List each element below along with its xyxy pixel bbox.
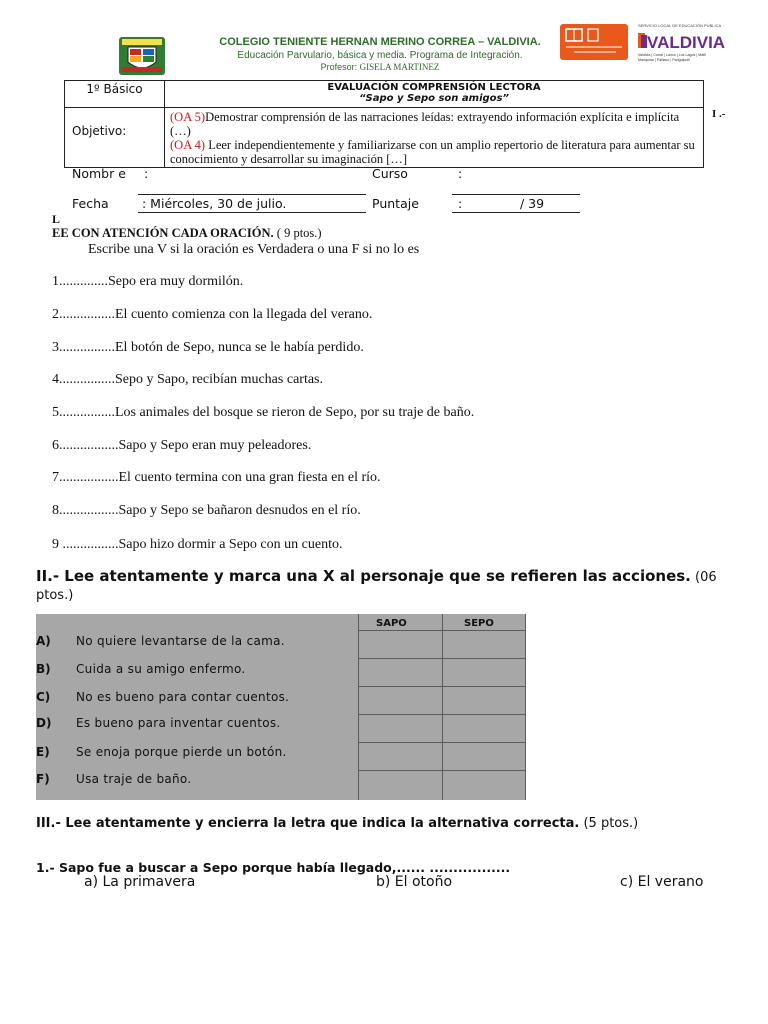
row-letter: B) xyxy=(36,662,51,676)
mark-cell-sepo[interactable] xyxy=(443,659,527,685)
school-name: COLEGIO TENIENTE HERNAN MERINO CORREA – VALDIVIA. xyxy=(219,36,541,48)
mark-cell-sapo[interactable] xyxy=(359,715,443,741)
objective-oa5 xyxy=(170,110,700,138)
row-letter: D) xyxy=(36,716,52,730)
column-header-sapo: SAPO xyxy=(376,618,407,629)
mark-cell-sepo[interactable] xyxy=(443,631,527,657)
professor-line xyxy=(150,62,610,72)
row-letter: F) xyxy=(36,772,50,786)
name-field[interactable] xyxy=(138,194,366,195)
row-action-text: Cuida a su amigo enfermo. xyxy=(76,662,246,676)
name-colon: : xyxy=(144,166,149,181)
row-letter: C) xyxy=(36,690,51,704)
name-label: Nombr e xyxy=(72,166,126,181)
school-subtitle: Educación Parvulario, básica y media. Programa de Integración. xyxy=(237,50,523,61)
valdivia-education-service-logo xyxy=(636,22,728,68)
section-one-initial-letter: L xyxy=(52,212,61,226)
date-value: : Miércoles, 30 de julio. xyxy=(142,196,287,211)
svg-text:Valdivia | Corral | Lanco | Lo: Valdivia | Corral | Lanco | Los Lagos | Máfil xyxy=(638,53,706,57)
objective-oa4 xyxy=(170,138,700,166)
section-one-instruction: Escribe una V si la oración es Verdadera o una F si no lo es xyxy=(88,242,420,257)
true-false-item[interactable]: 9 ................Sapo hizo dormir a Sepo con un cuento. xyxy=(52,537,343,552)
row-action-text: Se enoja porque pierde un botón. xyxy=(76,745,287,759)
option-a[interactable]: a) La primavera xyxy=(84,874,196,890)
true-false-item[interactable]: 6.................Sapo y Sepo eran muy peleadores. xyxy=(52,438,312,453)
section-two-heading-text: II.- Lee atentamente y marca una X al personaje que se refieren las acciones. xyxy=(36,567,691,585)
book-icon xyxy=(560,24,628,60)
row-action-text: No es bueno para contar cuentos. xyxy=(76,690,290,704)
course-colon: : xyxy=(458,166,463,181)
score-total: / 39 xyxy=(520,196,545,211)
true-false-item[interactable]: 5................Los animales del bosque se rieron de Sepo, por su traje de baño. xyxy=(52,405,475,420)
option-b[interactable]: b) El otoño xyxy=(376,874,453,890)
svg-text:Mariquina | Paillaco | Panguip: Mariquina | Paillaco | Panguipulli xyxy=(638,58,690,62)
mark-cell-sepo[interactable] xyxy=(443,687,527,713)
score-colon: : xyxy=(458,196,463,211)
evaluation-subtitle: “Sapo y Sepo son amigos” xyxy=(359,93,509,104)
section-three-heading-text: III.- Lee atentamente y encierra la letra que indica la alternativa correcta. xyxy=(36,816,580,831)
section-two-heading xyxy=(36,568,736,604)
mark-cell-sepo[interactable] xyxy=(443,715,527,741)
objective-label: Objetivo: xyxy=(72,124,127,138)
mark-cell-sapo[interactable] xyxy=(359,659,443,685)
mark-cell-sapo[interactable] xyxy=(359,687,443,713)
column-header-sepo: SEPO xyxy=(464,618,494,629)
row-letter: A) xyxy=(36,634,51,648)
oa5-code: (OA 5) xyxy=(170,110,206,124)
section-one-points: ( 9 ptos.) xyxy=(273,226,322,240)
professor-name: GISELA MARTINEZ xyxy=(359,62,440,72)
date-underline xyxy=(138,212,366,213)
svg-text:SERVICIO LOCAL DE EDUCACIÓN PÚ: SERVICIO LOCAL DE EDUCACIÓN PÚBLICA xyxy=(638,23,722,28)
score-field[interactable] xyxy=(452,212,580,213)
row-action-text: Usa traje de baño. xyxy=(76,772,192,786)
row-letter: E) xyxy=(36,745,50,759)
section-three-points: (5 ptos.) xyxy=(579,816,639,831)
course-field[interactable] xyxy=(452,194,580,195)
mark-cell-sapo[interactable] xyxy=(359,771,443,797)
score-label: Puntaje xyxy=(372,196,419,211)
character-action-table xyxy=(36,614,526,800)
true-false-item[interactable]: 2................El cuento comienza con la llegada del verano. xyxy=(52,307,373,322)
date-label: Fecha xyxy=(72,196,109,211)
mark-cell-sapo[interactable] xyxy=(359,743,443,769)
section-one-marker: I .- xyxy=(712,108,726,120)
true-false-item[interactable]: 1..............Sepo era muy dormilón. xyxy=(52,274,244,289)
oa4-code: (OA 4) xyxy=(170,138,206,152)
row-action-text: Es bueno para inventar cuentos. xyxy=(76,716,281,730)
svg-text:VALDIVIA: VALDIVIA xyxy=(647,33,726,52)
evaluation-title: EVALUACIÓN COMPRENSIÓN LECTORA xyxy=(327,82,541,93)
section-three-heading xyxy=(36,816,734,832)
section-one-heading xyxy=(52,226,322,241)
option-c[interactable]: c) El verano xyxy=(620,874,704,890)
mark-cell-sapo[interactable] xyxy=(359,631,443,657)
question-1: 1.- Sapo fue a buscar a Sepo porque había llegado,...... ................. xyxy=(36,860,511,875)
course-label: Curso xyxy=(372,166,408,181)
grade-label: 1º Básico xyxy=(86,82,143,96)
oa4-text: Leer independientemente y familiarizarse con un amplio repertorio de literatura para aumentar su conocimiento y desarrollar su imaginación […] xyxy=(170,138,695,166)
mark-cell-sepo[interactable] xyxy=(443,743,527,769)
environmental-education-logo xyxy=(560,24,628,60)
section-one-heading-text: EE CON ATENCIÓN CADA ORACIÓN. xyxy=(52,226,274,240)
row-action-text: No quiere levantarse de la cama. xyxy=(76,634,285,648)
section-two-points: (06 ptos.) xyxy=(36,570,717,603)
true-false-item[interactable]: 3................El botón de Sepo, nunca se le había perdido. xyxy=(52,340,364,355)
professor-label: Profesor: xyxy=(320,62,360,72)
true-false-item[interactable]: 7.................El cuento termina con una gran fiesta en el río. xyxy=(52,470,381,485)
mark-cell-sepo[interactable] xyxy=(443,771,527,797)
oa5-text: Demostrar comprensión de las narraciones leídas: extrayendo información explícita e implícita (…) xyxy=(170,110,680,138)
true-false-item[interactable]: 8.................Sapo y Sepo se bañaron desnudos en el río. xyxy=(52,503,361,518)
true-false-item[interactable]: 4................Sepo y Sapo, recibían muchas cartas. xyxy=(52,372,323,387)
